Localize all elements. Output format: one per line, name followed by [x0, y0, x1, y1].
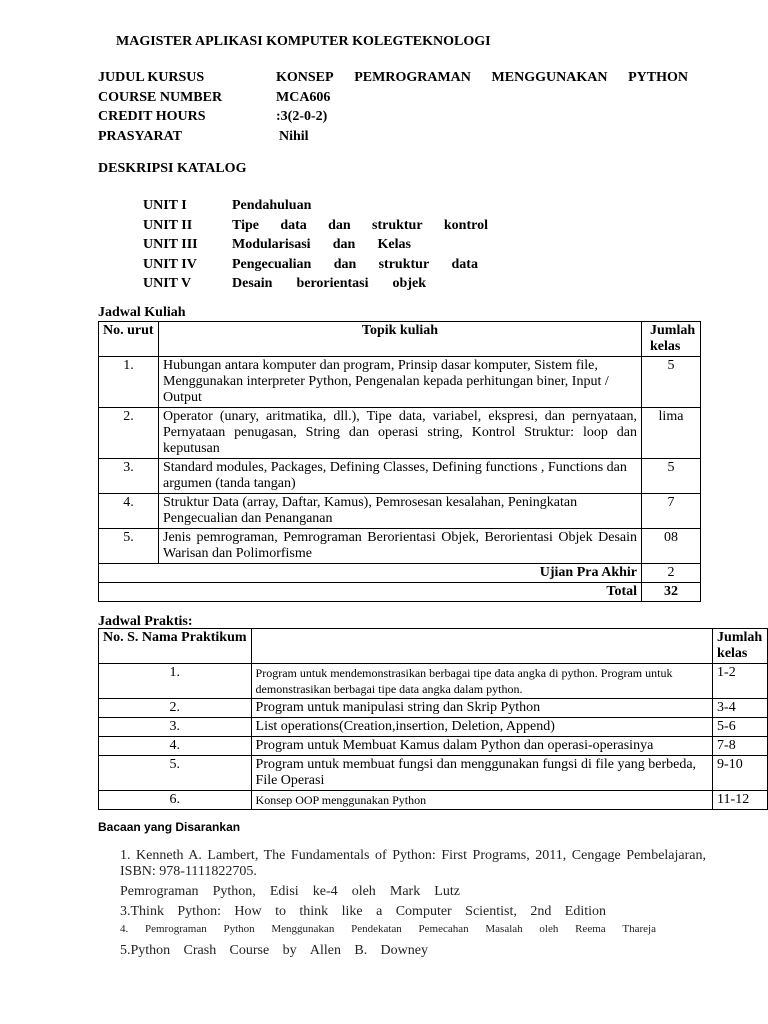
row-count: 11-12 [713, 791, 768, 810]
row-number: 5. [99, 756, 252, 791]
word: Tipe [232, 217, 259, 233]
unit-id: UNIT I [143, 198, 187, 213]
row-number: 4. [99, 737, 252, 756]
word: Pemrograman [120, 884, 199, 899]
row-count: 5 [642, 357, 701, 408]
word: KONSEP [276, 70, 334, 85]
reading-item [120, 884, 460, 900]
unit-id: UNIT V [143, 276, 192, 291]
unit-item [143, 216, 488, 236]
row-count: 5 [642, 459, 701, 494]
reading-item [120, 943, 428, 959]
row-number: 6. [99, 791, 252, 810]
word: Allen [309, 943, 342, 958]
word: Crash [183, 943, 217, 958]
word: Lutz [434, 884, 460, 899]
word: Thareja [622, 923, 656, 935]
row-topic: Jenis pemrograman, Pemrograman Berorientasi Objek, Berorientasi Objek Desain Warisan dan Polimorfisme [159, 529, 642, 564]
row-number: 4. [99, 494, 159, 529]
word: MENGGUNAKAN [491, 70, 608, 85]
practical-schedule-table [98, 628, 768, 810]
exam-count: 2 [642, 564, 701, 583]
word: Menggunakan [271, 923, 335, 935]
word: Pemecahan [418, 923, 469, 935]
word: Mark [389, 884, 421, 899]
column-header-no: No. urut [99, 322, 159, 357]
word: data [451, 256, 478, 272]
row-count: 3-4 [713, 699, 768, 718]
row-count: 9-10 [713, 756, 768, 791]
exam-row [99, 564, 701, 583]
course-info-row [98, 88, 688, 108]
course-number-value: MCA606 [276, 89, 331, 105]
table-row [99, 408, 701, 459]
row-name: List operations(Creation,insertion, Deletion, Append) [251, 718, 713, 737]
unit-item [143, 235, 488, 255]
word: data [280, 217, 307, 233]
word: Scientist, [465, 904, 517, 919]
row-name: Konsep OOP menggunakan Python [251, 791, 713, 810]
unit-id: UNIT III [143, 237, 198, 252]
word: struktur [378, 256, 430, 272]
unit-item [143, 255, 488, 275]
total-row [99, 583, 701, 602]
column-header-name: Nama Praktikum [141, 630, 247, 645]
total-count: 32 [642, 583, 701, 602]
row-name: Program untuk mendemonstrasikan berbagai tipe data angka di python. Program untuk demonstrasikan berbagai tipe data angka dalam python. [251, 664, 713, 699]
word: Desain [232, 276, 273, 291]
word: dan [332, 237, 356, 252]
row-topic: Standard modules, Packages, Defining Classes, Defining functions , Functions dan argumen (tanda tangan) [159, 459, 642, 494]
word: Masalah [485, 923, 523, 935]
row-count: 1-2 [713, 664, 768, 699]
catalog-title: DESKRIPSI KATALOG [98, 161, 247, 176]
row-number: 1. [99, 357, 159, 408]
word: How [234, 904, 262, 919]
unit-item [143, 274, 488, 294]
word: berorientasi [296, 276, 369, 291]
row-number: 1. [99, 664, 252, 699]
column-header-no [99, 629, 252, 664]
row-number: 2. [99, 408, 159, 459]
word: PYTHON [628, 70, 688, 85]
readings-title: Bacaan yang Disarankan [98, 820, 241, 834]
reading-item: 1. Kenneth A. Lambert, The Fundamentals of Python: First Programs, 2011, Cengage Pembelajaran, ISBN: 978-1111822705. [120, 848, 706, 879]
table-row [99, 737, 768, 756]
column-header-no-text: No. S. [103, 630, 139, 645]
unit-list [143, 196, 488, 294]
word: 2nd [530, 904, 552, 919]
word: Edition [564, 904, 606, 919]
table-row [99, 529, 701, 564]
column-header-count: Jumlah kelas [642, 322, 701, 357]
word: Modularisasi [232, 237, 311, 252]
word: Kelas [377, 237, 411, 252]
column-header-topic: Topik kuliah [159, 322, 642, 357]
word: Downey [380, 943, 428, 958]
word: like [341, 904, 363, 919]
word: Reema [575, 923, 606, 935]
word: by [282, 943, 297, 958]
total-label: Total [99, 583, 642, 602]
course-info-label: JUDUL KURSUS [98, 70, 205, 85]
word: kontrol [443, 217, 488, 233]
reading-item [120, 923, 656, 935]
table-row [99, 791, 768, 810]
course-info-row [98, 107, 688, 127]
row-count: lima [642, 408, 701, 459]
column-header-count: Jumlah kelas [713, 629, 768, 664]
word: 3.Think [120, 904, 164, 919]
course-info-row [98, 127, 688, 147]
row-number: 3. [99, 718, 252, 737]
course-info-label: COURSE NUMBER [98, 89, 223, 105]
word: Python: [177, 904, 221, 919]
lecture-schedule-title: Jadwal Kuliah [98, 305, 186, 320]
word: PEMROGRAMAN [354, 70, 471, 85]
row-name: Program untuk manipulasi string dan Skrip Python [251, 699, 713, 718]
table-row [99, 459, 701, 494]
unit-name [232, 274, 488, 294]
word: to [275, 904, 286, 919]
unit-name [232, 235, 488, 255]
course-info-row [98, 68, 688, 88]
word: Edisi [269, 884, 299, 899]
word: Pengecualian [232, 256, 312, 272]
practical-schedule-title: Jadwal Praktis: [98, 614, 193, 629]
row-count: 7-8 [713, 737, 768, 756]
table-row [99, 699, 768, 718]
word: dan [328, 217, 351, 233]
row-name: Program untuk membuat fungsi dan menggunakan fungsi di file yang berbeda, File Operasi [251, 756, 713, 791]
credit-hours-value: :3(2-0-2) [276, 109, 328, 124]
page-title: MAGISTER APLIKASI KOMPUTER KOLEGTEKNOLOGI [116, 34, 491, 49]
reading-item [120, 904, 606, 920]
course-title-value [276, 68, 688, 88]
exam-label: Ujian Pra Akhir [99, 564, 642, 583]
course-info [98, 68, 688, 146]
unit-id: UNIT IV [143, 256, 197, 272]
word: oleh [539, 923, 559, 935]
table-row [99, 357, 701, 408]
word: Pemrograman [145, 923, 207, 935]
word: think [299, 904, 329, 919]
table-row [99, 756, 768, 791]
word: oleh [351, 884, 376, 899]
word: dan [333, 256, 357, 272]
word: Computer [395, 904, 452, 919]
row-count: 08 [642, 529, 701, 564]
row-number: 3. [99, 459, 159, 494]
word: Pendekatan [351, 923, 402, 935]
table-header-row [99, 629, 768, 664]
unit-name [232, 216, 488, 236]
word: Python, [212, 884, 256, 899]
word: objek [392, 276, 426, 291]
row-topic: Operator (unary, aritmatika, dll.), Tipe data, variabel, ekspresi, dan pernyataan, Pernyataan penugasan, String dan operasi string, Kontrol Struktur: loop dan keputusan [159, 408, 642, 459]
unit-name [232, 255, 488, 275]
table-row [99, 494, 701, 529]
row-name: Program untuk Membuat Kamus dalam Python dan operasi-operasinya [251, 737, 713, 756]
course-info-label: CREDIT HOURS [98, 109, 206, 124]
word: 4. [120, 923, 129, 935]
word: B. [354, 943, 368, 958]
word: 5.Python [120, 943, 171, 958]
row-topic: Hubungan antara komputer dan program, Prinsip dasar komputer, Sistem file, Menggunakan interpreter Python, Pengenalan kepada perhitungan biner, Input / Output [159, 357, 642, 408]
word: Python [223, 923, 255, 935]
row-number: 2. [99, 699, 252, 718]
unit-item [143, 196, 488, 216]
row-number: 5. [99, 529, 159, 564]
word: ke-4 [312, 884, 338, 899]
column-header-spacer [251, 629, 713, 664]
lecture-schedule-table [98, 321, 701, 602]
table-row [99, 718, 768, 737]
prerequisite-value: Nihil [279, 128, 309, 144]
row-topic: Struktur Data (array, Daftar, Kamus), Pemrosesan kesalahan, Peningkatan Pengecualian dan Penanganan [159, 494, 642, 529]
unit-id: UNIT II [143, 217, 193, 233]
row-count: 5-6 [713, 718, 768, 737]
word: a [376, 904, 383, 919]
word: Course [229, 943, 270, 958]
unit-name: Pendahuluan [232, 198, 312, 213]
table-header-row [99, 322, 701, 357]
word: struktur [372, 217, 423, 233]
row-count: 7 [642, 494, 701, 529]
course-info-label: PRASYARAT [98, 128, 183, 144]
table-row [99, 664, 768, 699]
